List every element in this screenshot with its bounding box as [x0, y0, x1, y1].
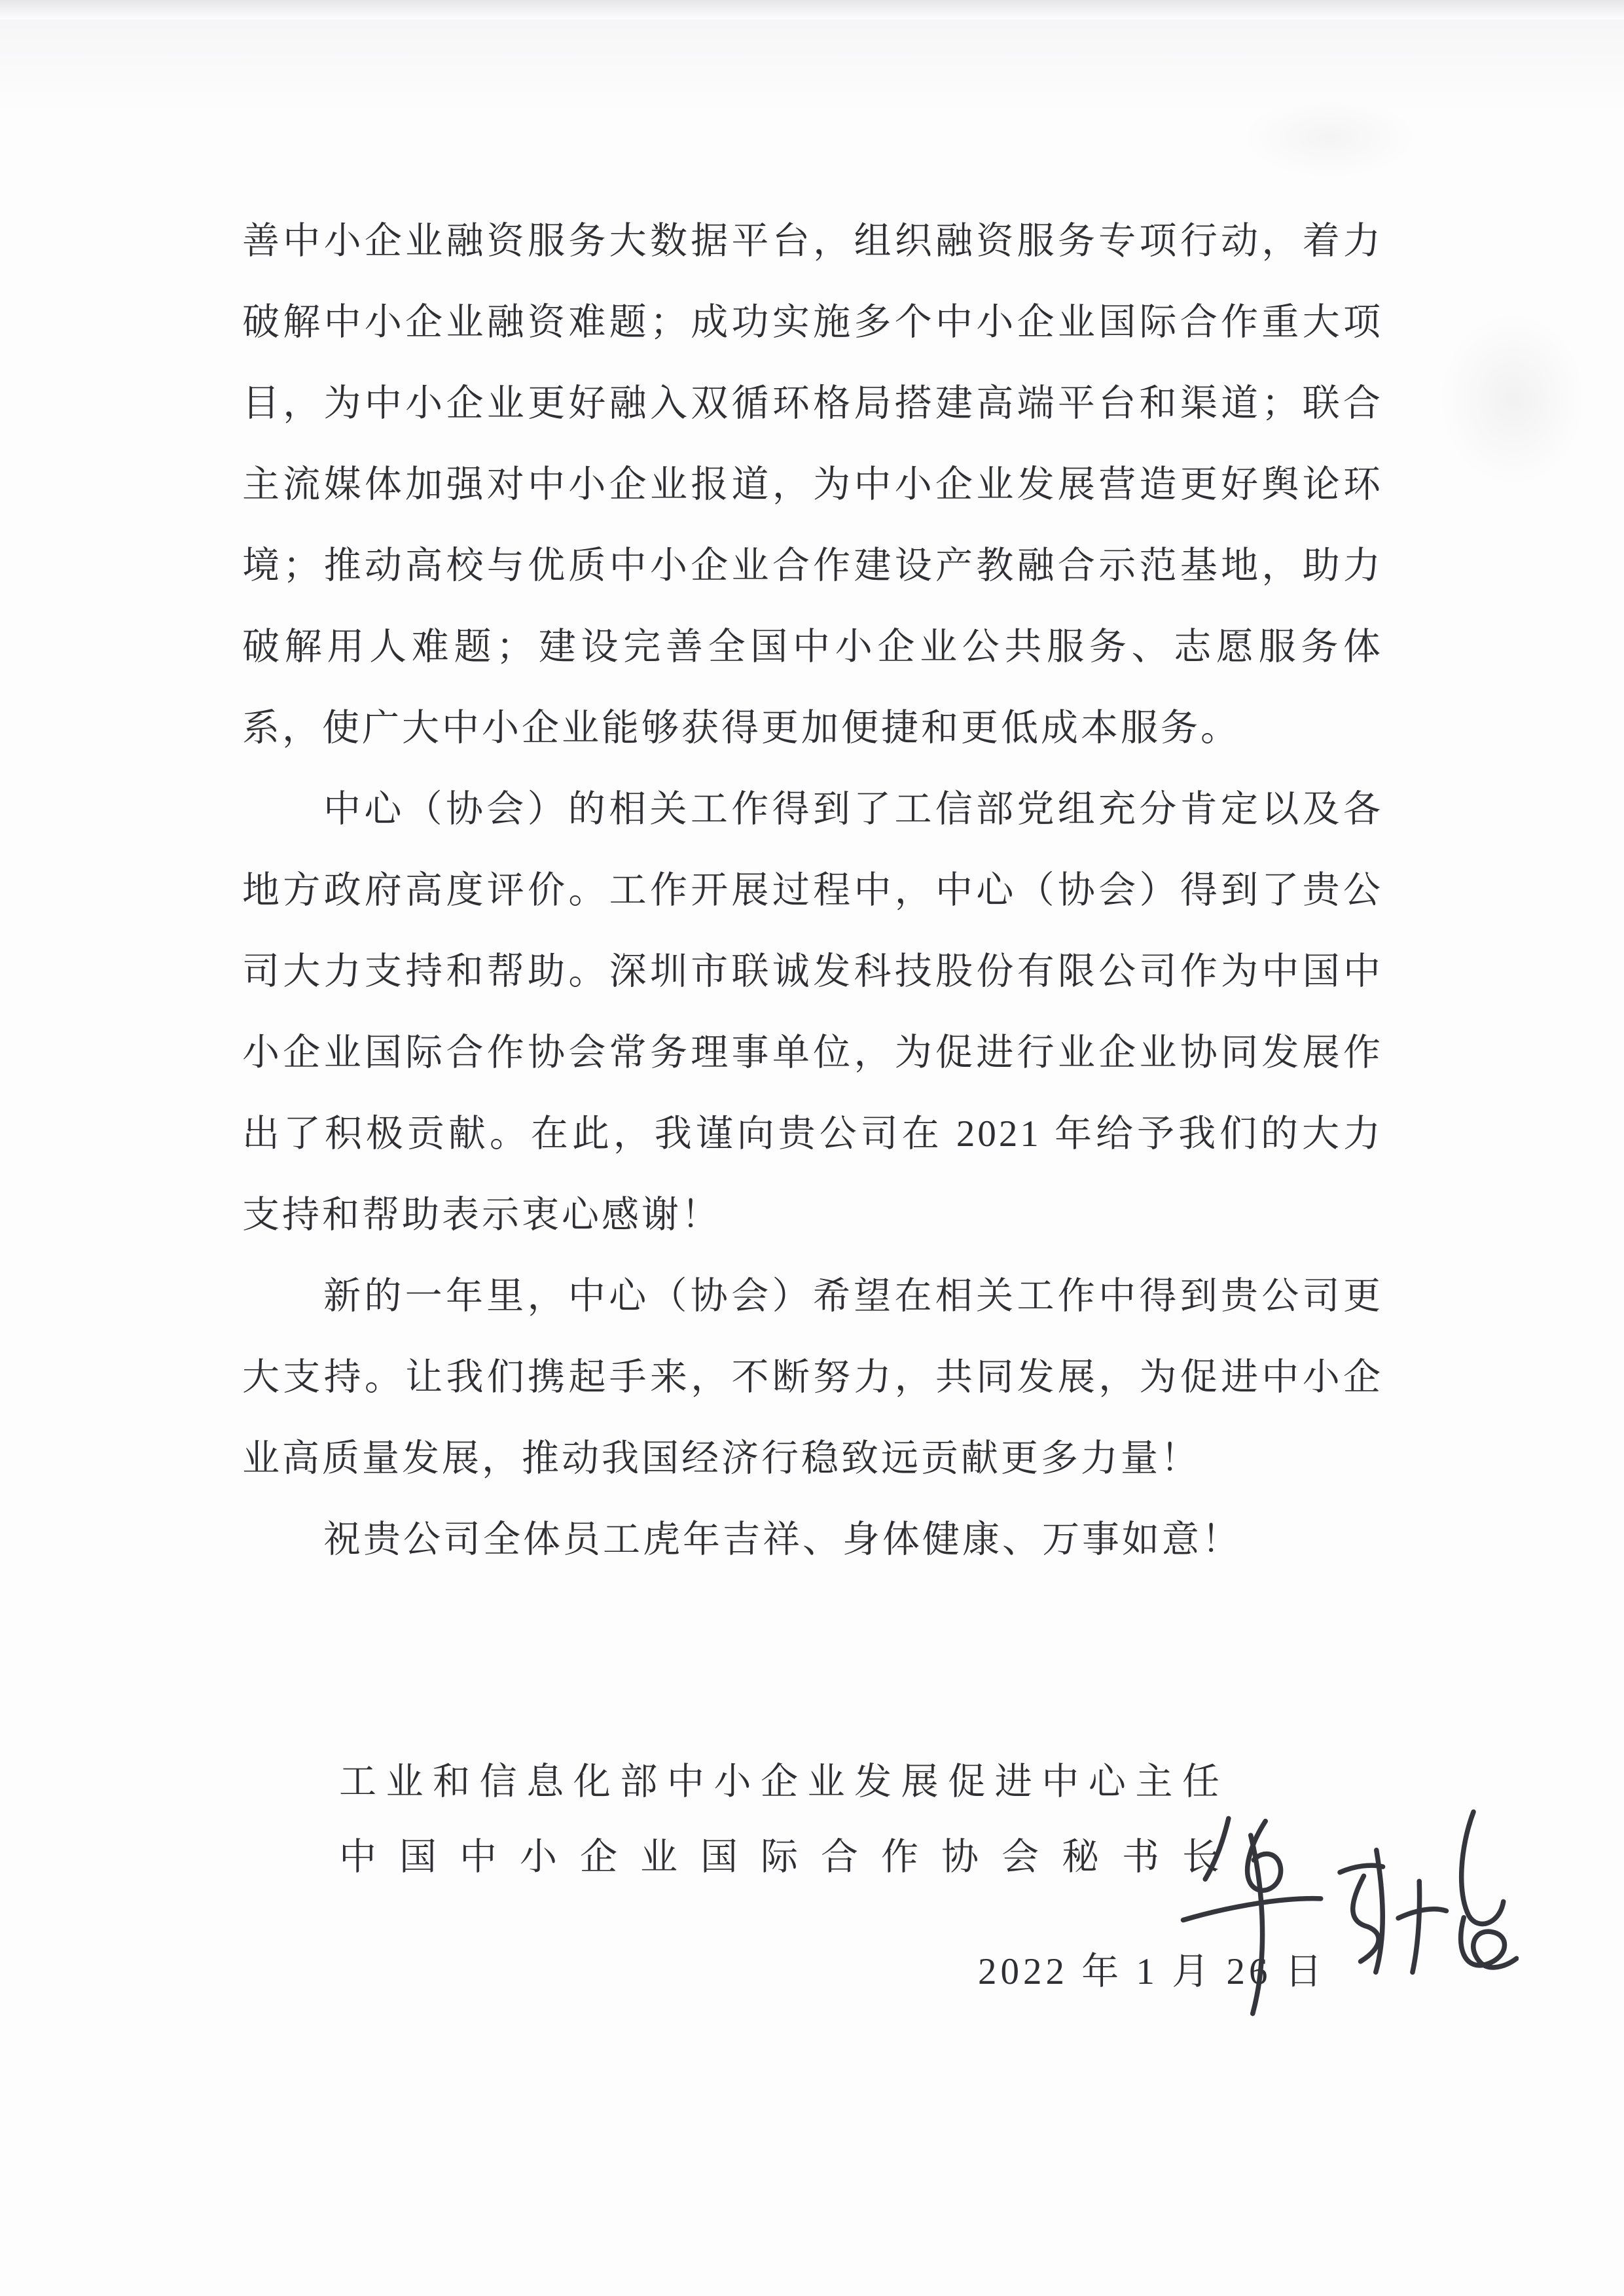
- scan-smudge: [1244, 98, 1415, 177]
- letter-paragraph-3: 新的一年里，中心（协会）希望在相关工作中得到贵公司更大支持。让我们携起手来，不断努力，共同发展，为促进中小企业高质量发展，推动我国经济行稳致远贡献更多力量！: [242, 1276, 1383, 1479]
- signer-title-line-1: 工业和信息化部中小企业发展促进中心主任: [339, 1761, 1219, 1803]
- signer-title-line-2: 中国中小企业国际合作协会秘书长: [339, 1837, 1219, 1878]
- letter-body: [242, 201, 1383, 2009]
- handwritten-signature: [1178, 1808, 1519, 2030]
- handwritten-signature-strokes: [1178, 1808, 1519, 2030]
- letter-date: 2022 年 1 月 26 日: [978, 1951, 1326, 1992]
- scan-top-wash: [0, 20, 1624, 111]
- scan-smudge: [1441, 314, 1585, 484]
- letter-paragraph-2: 中心（协会）的相关工作得到了工信部党组充分肯定以及各地方政府高度评价。工作开展过程中，中心（协会）得到了贵公司大力支持和帮助。深圳市联诚发科技股份有限公司作为中国中小企业国际合作协会常务理事单位，为促进行业企业协同发展作出了积极贡献。在此，我谨向贵公司在 2021 年给予我们的大力支持和帮助表示衷心感谢！: [242, 789, 1383, 1236]
- letter-paragraph-1: 善中小企业融资服务大数据平台，组织融资服务专项行动，着力破解中小企业融资难题；成功实施多个中小企业国际合作重大项目，为中小企业更好融入双循环格局搭建高端平台和渠道；联合主流媒体加强对中小企业报道，为中小企业发展营造更好舆论环境；推动高校与优质中小企业合作建设产教融合示范基地，助力破解用人难题；建设完善全国中小企业公共服务、志愿服务体系，使广大中小企业能够获得更加便捷和更低成本服务。: [242, 221, 1383, 749]
- scan-edge-shadow: [0, 0, 1624, 20]
- letter-paragraph-4: 祝贵公司全体员工虎年吉祥、身体健康、万事如意！: [323, 1519, 1242, 1560]
